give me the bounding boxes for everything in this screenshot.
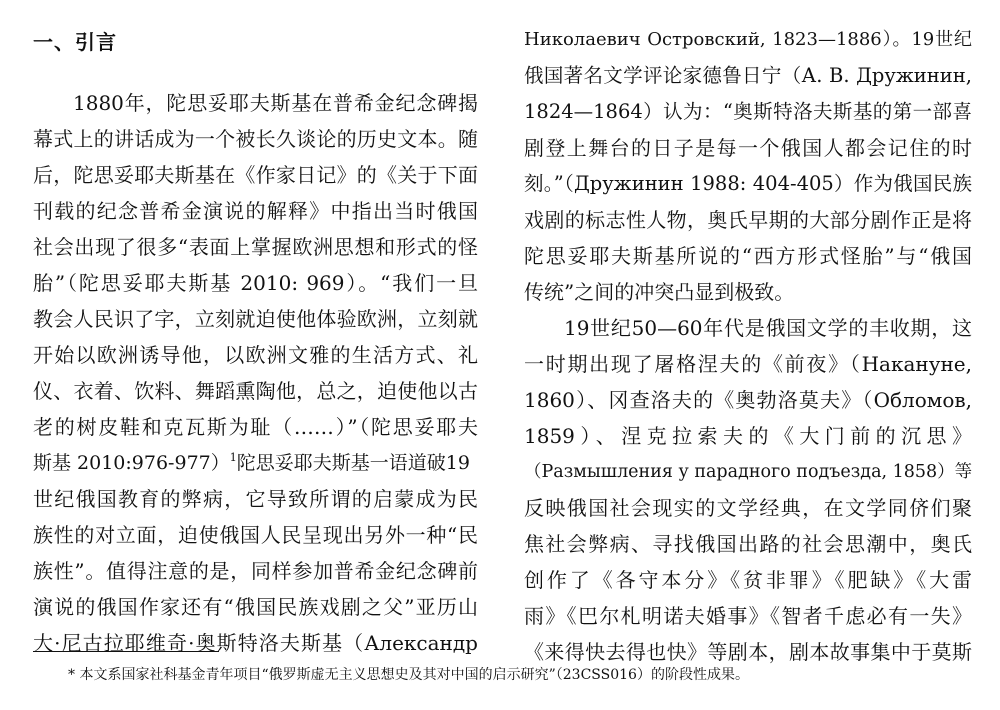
- text-line: 1860）、冈查洛夫的《奥勃洛莫夫》（Обломов,: [524, 388, 972, 412]
- text-line: 焦社会弊病、寻找俄国出路的社会思潮中，奥氏: [524, 532, 972, 556]
- text-line: 剧登上舞台的日子是每一个俄国人都会记住的时: [524, 136, 972, 160]
- text-line: 戏剧的标志性人物，奥氏早期的大部分剧作正是将: [524, 208, 972, 232]
- text-line: 1824—1864）认为：“奥斯特洛夫斯基的第一部喜: [524, 100, 972, 123]
- text-line: 19世纪50—60年代是俄国文学的丰收期，这: [564, 316, 972, 340]
- footnote: * 本文系国家社科基金青年项目“俄罗斯虚无主义思想史及其对中国的启示研究”（23CSS016）的阶段性成果。: [68, 667, 749, 683]
- text-line: 族性的对立面，迫使俄国人民呈现出另外一种“民: [33, 523, 478, 547]
- text-line: 胎”（陀思妥耶夫斯基 2010: 969）。“我们一旦: [33, 271, 478, 295]
- text-line: 1859）、涅克拉索夫的《大门前的沉思》: [524, 424, 972, 448]
- text-line: 俄国著名文学评论家德鲁日宁（А. В. Дружинин,: [524, 64, 972, 87]
- text-line: （Размышления у парадного подъезда, 1858）等: [524, 462, 973, 482]
- text-line: 社会出现了很多“表面上掌握欧洲思想和形式的怪: [33, 235, 478, 259]
- text-line: 族性”。值得注意的是，同样参加普希金纪念碑前: [33, 559, 478, 583]
- text-line: 刊载的纪念普希金演说的解释》中指出当时俄国: [33, 199, 478, 223]
- text-line: 大·尼古拉耶维奇·奥斯特洛夫斯基（Александр: [33, 631, 478, 655]
- text-line-with-footnote-marker: [33, 445, 478, 481]
- text-line: 雨》《巴尔札明诺夫婚事》《智者千虑必有一失》: [524, 604, 972, 628]
- text-line: 反映俄国社会现实的文学经典，在文学同侪们聚: [524, 496, 972, 520]
- text-line: 刻。”（Дружинин 1988: 404-405）作为俄国民族: [524, 172, 972, 195]
- text-line: 幕式上的讲话成为一个被长久谈论的历史文本。随: [33, 127, 478, 151]
- text-segment: 陀思妥耶夫斯基一语道破19: [236, 452, 470, 474]
- text-line: 仪、衣着、饮料、舞蹈熏陶他，总之，迫使他以古: [33, 379, 478, 403]
- footnote-divider: [33, 651, 219, 652]
- text-line: 后，陀思妥耶夫斯基在《作家日记》的《关于下面: [33, 163, 478, 187]
- text-line: 1880年，陀思妥耶夫斯基在普希金纪念碑揭: [73, 91, 478, 115]
- text-line: 演说的俄国作家还有“俄国民族戏剧之父”亚历山: [33, 595, 478, 619]
- text-line: 一时期出现了屠格涅夫的《前夜》（Накануне,: [524, 352, 972, 376]
- text-line: 创作了《各守本分》《贫非罪》《肥缺》《大雷: [524, 568, 972, 592]
- text-line: 陀思妥耶夫斯基所说的“西方形式怪胎”与“俄国: [524, 244, 972, 268]
- text-line: 教会人民识了字，立刻就迫使他体验欧洲，立刻就: [33, 307, 478, 331]
- section-heading: 一、引言: [33, 30, 117, 54]
- text-line: 《来得快去得也快》等剧本，剧本故事集中于莫斯: [524, 640, 972, 664]
- text-line: 世纪俄国教育的弊病，它导致所谓的启蒙成为民: [33, 487, 478, 511]
- footnote-marker: 1: [229, 451, 237, 464]
- text-segment: 斯基 2010:976-977）: [33, 452, 230, 474]
- text-line: Николаевич Островский, 1823—1886）。19世纪: [524, 29, 972, 50]
- text-line: 传统”之间的冲突凸显到极致。: [524, 280, 795, 304]
- text-line: 老的树皮鞋和克瓦斯为耻（……）”（陀思妥耶夫: [33, 415, 478, 439]
- text-line: 开始以欧洲诱导他，以欧洲文雅的生活方式、礼: [33, 343, 478, 367]
